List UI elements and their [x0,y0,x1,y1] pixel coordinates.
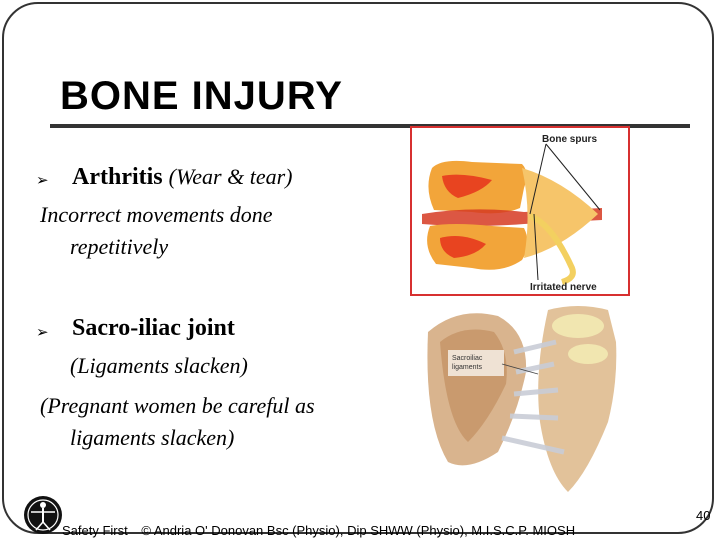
sacroiliac-joint-image [418,302,638,498]
slide-title: BONE INJURY [60,74,343,118]
sacroiliac-label-line-1: Sacroiliac [452,355,483,362]
sacroiliac-label-line-2: ligaments [452,364,482,371]
bullet-1-heading: Arthritis [72,164,163,190]
bullet-2-heading: Sacro-iliac joint [72,315,235,341]
bullet-1-detail: (Wear & tear) [168,164,293,189]
bullet-arrow-icon: ➢ [36,171,49,189]
bullet-1 [72,164,293,192]
footer-credit: © Andria O' Donovan Bsc (Physio), Dip SHWW (Physio), M.I.S.C.P. MIOSH [141,523,576,538]
page-number: 40 [696,508,711,523]
footer [62,523,575,538]
footer-safety-first: Safety First [62,523,128,538]
bullet-2-line-2: (Pregnant women be careful as [40,393,315,418]
bone-spurs-label: Bone spurs [542,134,598,145]
bullet-1-line-2: repetitively [70,234,169,259]
bullet-2-line-3: ligaments slacken) [70,425,235,450]
bullet-arrow-icon: ➢ [36,323,49,341]
irritated-nerve-label: Irritated nerve [530,282,597,293]
bullet-1-line-1: Incorrect movements done [40,202,273,227]
spine-bone-spurs-image [410,126,630,296]
vitruvian-logo-icon [22,494,64,536]
bullet-2-line-1: (Ligaments slacken) [70,353,248,378]
